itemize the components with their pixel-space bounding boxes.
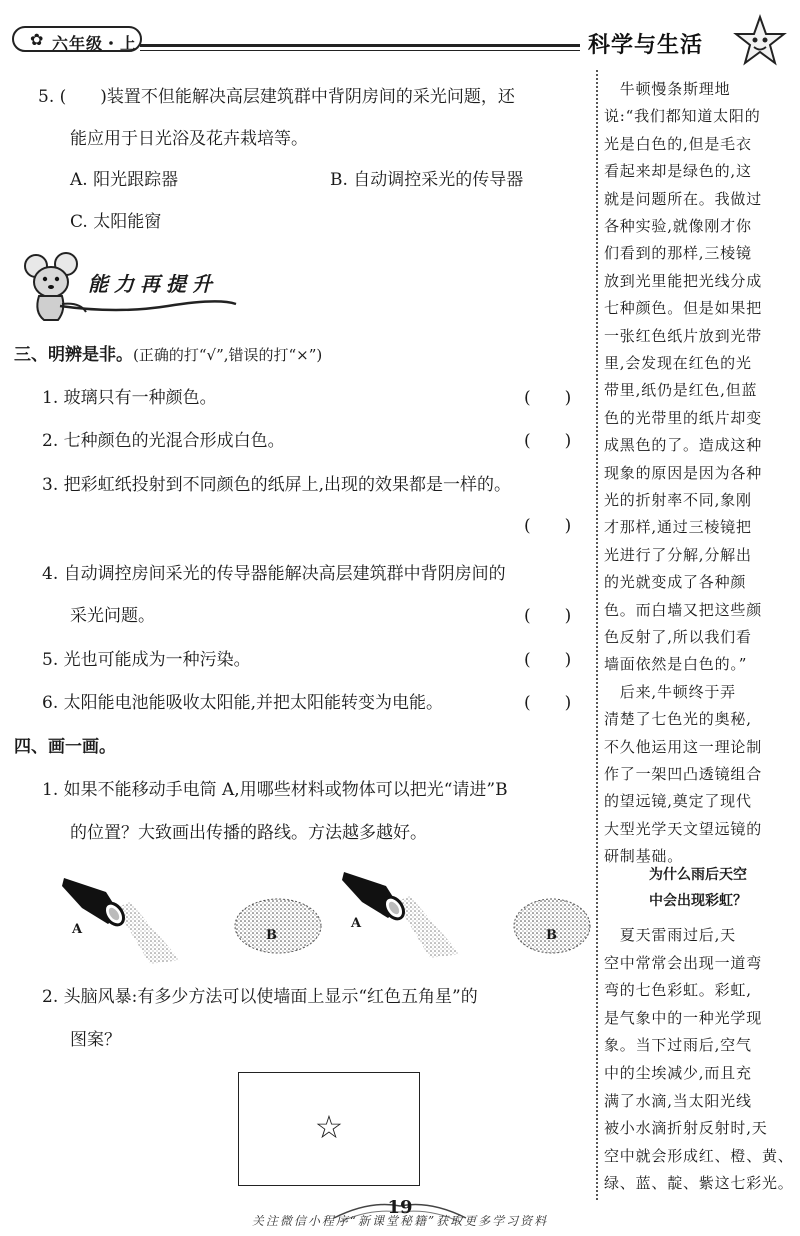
s3-item-5: 5. 光也可能成为一种污染。 [42,650,251,670]
q5-option-c: C. 太阳能窗 [70,212,162,232]
grade-label: 六年级・上 [52,34,138,53]
star-icon: ☆ [314,1108,344,1146]
sidebar-line: 空中常常会出现一道弯 [604,953,763,972]
sidebar-line: 作了一架凹凸透镜组合 [604,765,763,783]
sidebar-line: 说:“我们都知道太阳的 [604,107,761,126]
grade-badge [12,26,142,52]
sidebar-line: 被小水滴折射反射时,天 [604,1119,768,1138]
sidebar-line: 里,会发现在红色的光 [604,354,752,372]
s3-answer-6[interactable]: ( ) [524,693,572,713]
sidebar-line: 研制基础。 [604,847,684,866]
flashlight-a-icon [338,862,468,960]
header-rule-thin [140,50,580,51]
q5-line2: 能应用于日光浴及花卉栽培等。 [70,129,308,149]
rainbow-title-2: 中会出现彩虹？ [649,893,747,909]
label-b-2: B [546,928,557,943]
label-b-1: B [266,928,277,943]
header-rule [140,44,580,47]
s3-item-6: 6. 太阳能电池能吸收太阳能,并把太阳能转变为电能。 [42,693,444,713]
s3-answer-2[interactable]: ( ) [524,431,572,451]
s4-q1-line1: 1. 如果不能移动手电筒 A,用哪些材料或物体可以把光“请进”B [42,780,508,800]
sidebar-line: 就是问题所在。我做过 [604,189,763,208]
sidebar-line: 夏天雷雨过后,天 [604,926,736,944]
sidebar-line: 各种实验,就像刚才你 [604,217,752,235]
s4-q2-line2: 图案？ [70,1030,121,1050]
sidebar-line: 的光就变成了各种颜 [604,573,747,592]
sidebar-line: 空中就会形成红、橙、黄、 [604,1146,794,1165]
section3-title: 三、明辨是非。 [14,345,133,365]
flower-icon: ✿ [30,30,44,49]
s4-q1-line2: 的位置？大致画出传播的路线。方法越多越好。 [70,823,427,843]
sidebar-line: 现象的原因是因为各种 [604,463,763,482]
s3-item-4: 4. 自动调控房间采光的传导器能解决高层建筑群中背阴房间的 [42,564,506,584]
star-mascot-icon [732,14,788,70]
sidebar-line: 成黑色的了。造成这种 [604,436,763,455]
sidebar-line: 才那样,通过三棱镜把 [604,518,752,537]
target-b-icon [232,896,324,956]
s3-answer-5[interactable]: ( ) [524,650,572,670]
sidebar-line: 弯的七色彩虹。彩虹, [604,981,752,1000]
footer-note: 关注微信小程序“新课堂秘籍”获取更多学习资料 [251,1214,549,1228]
sidebar-line: 光是白色的,但是毛衣 [604,134,752,153]
sidebar-line: 色的光带里的纸片却变 [604,408,763,427]
section3-heading [14,343,322,367]
rainbow-title-1: 为什么雨后天空 [649,867,747,883]
s3-item-2: 2. 七种颜色的光混合形成白色。 [42,431,285,451]
sidebar-line: 带里,纸仍是红色,但蓝 [604,381,758,400]
sidebar-line: 是气象中的一种光学现 [604,1008,763,1027]
sidebar-line: 色反射了,所以我们看 [604,628,752,646]
drawing-box[interactable] [238,1072,420,1186]
label-a-1: A [72,922,83,937]
s3-item-1: 1. 玻璃只有一种颜色。 [42,388,217,408]
s4-q2-line1: 2. 头脑风暴:有多少方法可以使墙面上显示“红色五角星”的 [42,987,478,1007]
q5-option-b: B. 自动调控采光的传导器 [330,170,524,190]
sidebar-line: 大型光学天文望远镜的 [604,819,763,838]
s3-answer-1[interactable]: ( ) [524,388,572,408]
series-title: 科学与生活 [588,33,704,58]
sidebar-line: 放到光里能把光线分成 [604,271,763,290]
s3-answer-3[interactable]: ( ) [524,516,572,536]
sidebar-line: 后来,牛顿终于弄 [604,682,736,701]
q5-line1: 5. ( )装置不但能解决高层建筑群中背阴房间的采光问题，还 [38,87,515,107]
sidebar-line: 象。当下过雨后,空气 [604,1036,752,1055]
label-a-2: A [351,916,362,931]
sidebar-line: 绿、蓝、靛、紫这七彩光。 [604,1174,794,1193]
s3-item-3: 3. 把彩虹纸投射到不同颜色的纸屏上,出现的效果都是一样的。 [42,475,512,495]
sidebar-line: 满了水滴,当太阳光线 [604,1091,752,1110]
section4-heading: 四、画一画。 [14,737,116,757]
sidebar-line: 牛顿慢条斯理地 [604,80,731,98]
q5-option-a: A. 阳光跟踪器 [70,170,179,190]
sidebar-line: 色。而白墙又把这些颜 [604,600,763,619]
s3-answer-4[interactable]: ( ) [524,606,572,626]
sidebar-line: 清楚了七色光的奥秘, [604,710,752,729]
s3-item-4-cont: 采光问题。 [70,606,155,626]
sidebar-divider [596,70,598,1200]
sidebar-line: 墙面依然是白色的。” [604,655,748,674]
sidebar-line: 的望远镜,奠定了现代 [604,792,752,811]
sidebar-line: 光进行了分解,分解出 [604,545,752,564]
section3-note: (正确的打“√”,错误的打“×”) [133,346,323,364]
sidebar-line: 看起来却是绿色的,这 [604,162,752,181]
flashlight-a-icon [58,868,188,966]
sidebar-line: 七种颜色。但是如果把 [604,299,763,318]
sidebar-line: 不久他运用这一理论制 [604,737,763,756]
page-header [0,0,800,70]
sidebar-line: 中的尘埃减少,而且充 [604,1064,752,1082]
page-number: 19 [387,1197,413,1218]
banner-title: 能力再提升 [88,272,218,296]
sidebar-line: 们看到的那样,三棱镜 [604,244,752,263]
sidebar-line: 一张红色纸片放到光带 [604,326,763,345]
sidebar-line: 光的折射率不同,象刚 [604,491,752,509]
